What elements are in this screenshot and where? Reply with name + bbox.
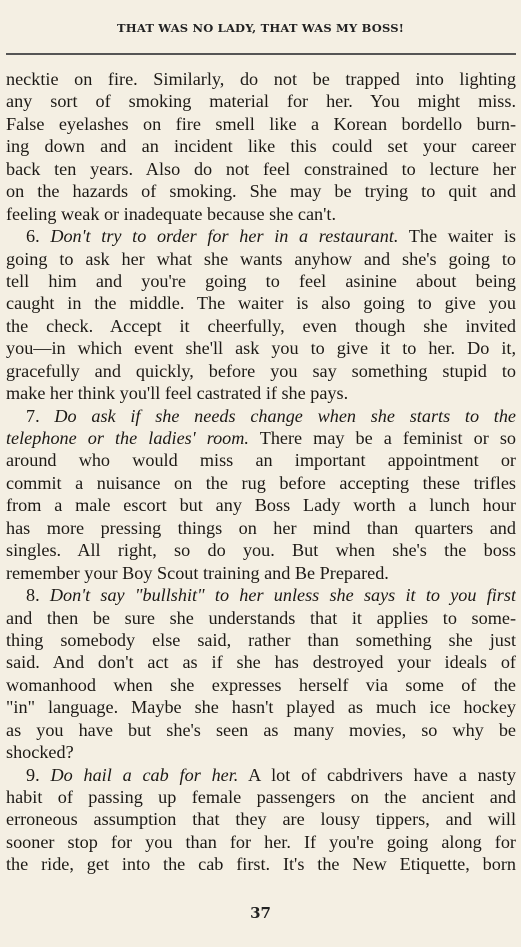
- header-rule: [6, 53, 516, 55]
- text-run: any sort of smoking material for her. You might miss.: [6, 91, 516, 112]
- italic-heading-text: telephone or the ladies' room.: [6, 428, 249, 448]
- text-line: [6, 248, 516, 270]
- page-number: 37: [250, 904, 271, 922]
- text-run: you—in which event she'll ask you to give it to her. Do it,: [6, 338, 516, 359]
- text-line: [6, 786, 516, 808]
- italic-heading-text: Don't say "bullshit" to her unless she says it to you first: [49, 585, 516, 606]
- text-line: [6, 113, 516, 135]
- text-run: the check. Accept it cheerfully, even though she invited: [6, 315, 516, 336]
- text-line: [6, 719, 516, 741]
- text-line: [6, 539, 516, 561]
- text-line: [6, 449, 516, 471]
- text-line: [6, 831, 516, 853]
- text-line: [6, 158, 516, 180]
- text-run: around who would miss an important appointment or: [6, 450, 516, 471]
- text-run: erroneous assumption that they are lousy tippers, and will: [6, 809, 516, 830]
- italic-heading-text: Do ask if she needs change when she starts to the: [54, 405, 516, 426]
- text-run: gracefully and quickly, before you say something stupid to: [6, 360, 516, 381]
- text-run: necktie on fire. Similarly, do not be trapped into lighting: [6, 69, 516, 89]
- text-run: thing somebody else said, rather than something she just: [6, 629, 516, 650]
- text-run: 7.: [26, 405, 55, 426]
- text-run: commit a nuisance on the rug before accepting these trifles: [6, 472, 516, 493]
- text-run: sooner stop for you than for her. If you're going along for: [6, 831, 516, 852]
- text-run: remember your Boy Scout training and Be Prepared.: [6, 562, 389, 583]
- text-line: [6, 270, 516, 292]
- text-run: ing down and an incident like this could set your career: [6, 136, 516, 157]
- italic-heading-text: Do hail a cab for her.: [50, 764, 239, 785]
- text-run: shocked?: [6, 742, 74, 763]
- text-line: [6, 562, 516, 584]
- text-line: [6, 629, 516, 651]
- text-run: back ten years. Also do not feel constrained to lecture her: [6, 158, 516, 179]
- text-line: [6, 607, 516, 629]
- text-run: womanhood when she expresses herself via some of the: [6, 674, 516, 695]
- text-line: [6, 808, 516, 830]
- text-line: [6, 764, 516, 786]
- text-line: [6, 405, 516, 427]
- text-line: [6, 696, 516, 718]
- text-line: [6, 337, 516, 359]
- text-run: said. And don't act as if she has destroyed your ideals of: [6, 652, 516, 673]
- text-run: has more pressing things on her mind than quarters and: [6, 517, 516, 538]
- italic-heading-text: Don't try to order for her in a restaurant.: [50, 226, 399, 247]
- text-run: "in" language. Maybe she hasn't played as much ice hockey: [6, 697, 516, 718]
- text-line: [6, 90, 516, 112]
- text-run: tell him and you're going to feel asinine about being: [6, 270, 516, 291]
- text-run: going to ask her what she wants anyhow and she's going to: [6, 248, 516, 269]
- text-run: caught in the middle. The waiter is also going to give you: [6, 293, 516, 314]
- text-line: [6, 315, 516, 337]
- text-line: [6, 68, 516, 90]
- text-line: [6, 180, 516, 202]
- running-header: THAT WAS NO LADY, THAT WAS MY BOSS!: [117, 21, 404, 35]
- text-run: feeling weak or inadequate because she can't.: [6, 203, 336, 224]
- text-run: There may be a feminist or so: [248, 428, 516, 448]
- text-line: [6, 517, 516, 539]
- text-line: [6, 135, 516, 157]
- text-line: [6, 360, 516, 382]
- text-run: as you have but she's seen as many movies, so why be: [6, 719, 516, 740]
- text-run: The waiter is: [398, 226, 516, 247]
- text-line: [6, 292, 516, 314]
- text-line: [6, 674, 516, 696]
- text-run: from a male escort but any Boss Lady worth a lunch hour: [6, 495, 516, 516]
- text-run: singles. All right, so do you. But when she's the boss: [6, 540, 516, 561]
- text-run: on the hazards of smoking. She may be trying to quit and: [6, 181, 516, 202]
- text-run: habit of passing up female passengers on the ancient and: [6, 787, 516, 807]
- body-text: [6, 68, 516, 876]
- text-line: [6, 472, 516, 494]
- text-run: A lot of cabdrivers have a nasty: [238, 764, 516, 785]
- text-run: make her think you'll feel castrated if she pays.: [6, 383, 349, 404]
- text-line: [6, 225, 516, 247]
- text-line: [6, 853, 516, 875]
- text-run: the ride, get into the cab first. It's the New Etiquette, born: [6, 854, 516, 875]
- text-run: 8.: [26, 585, 50, 606]
- text-line: [6, 584, 516, 606]
- text-run: False eyelashes on fire smell like a Korean bordello burn-: [6, 113, 516, 134]
- text-run: 9.: [26, 764, 51, 785]
- text-line: [6, 427, 516, 449]
- text-line: [6, 203, 516, 225]
- text-run: and then be sure she understands that it applies to some-: [6, 607, 516, 628]
- text-line: [6, 494, 516, 516]
- text-line: [6, 382, 516, 404]
- text-line: [6, 651, 516, 673]
- text-line: [6, 741, 516, 763]
- text-run: 6.: [26, 226, 51, 247]
